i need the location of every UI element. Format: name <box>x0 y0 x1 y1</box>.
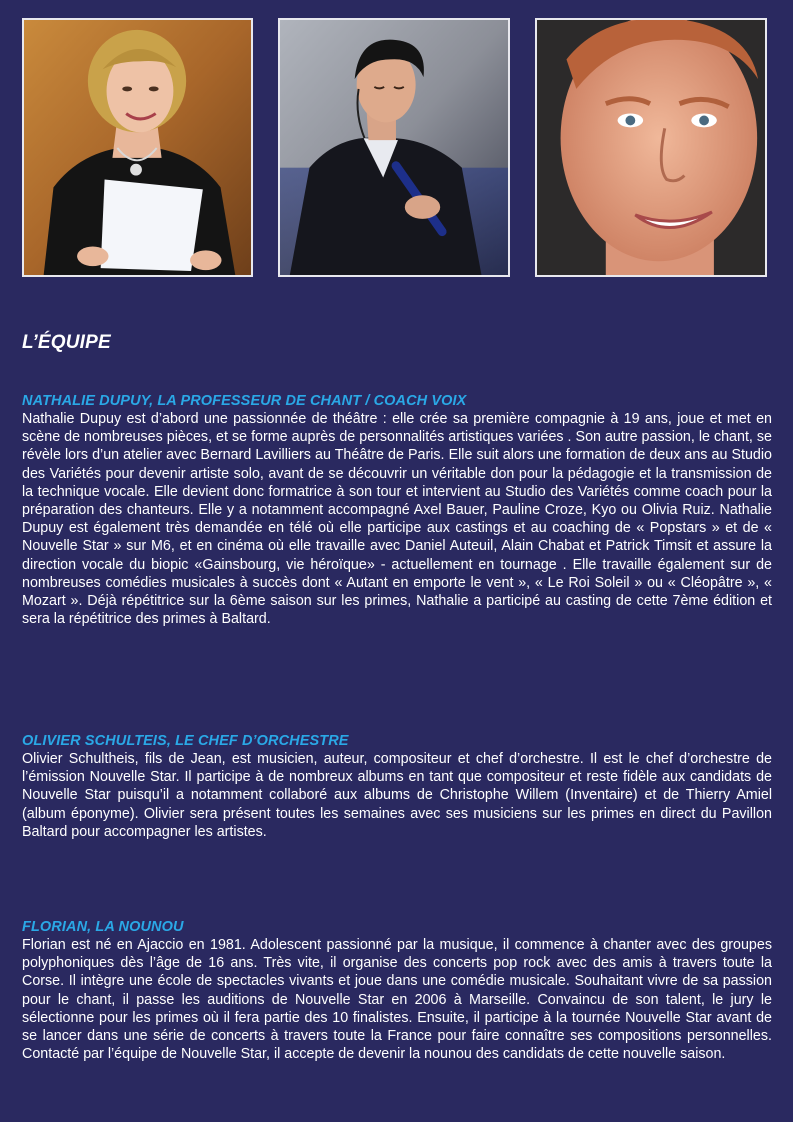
member-heading: OLIVIER SCHULTEIS, LE CHEF D’ORCHESTRE <box>22 733 349 749</box>
portrait-man-closeup-illustration <box>537 20 765 275</box>
team-member-florian <box>22 918 772 1063</box>
portrait-conductor-illustration <box>280 20 508 275</box>
member-bio: Florian est né en Ajaccio en 1981. Adolescent passionné par la musique, il commence à chanter avec des groupes polyphoniques dès l’âge de 16 ans. Très vite, il organise des concerts pop rock avec des amis à travers toute la Corse. Il intègre une école de spectacles vivants et joue dans une comédie musicale. Souhaitant vivre de sa passion pour le chant, il passe les auditions de Nouvelle Star en 2006 à Marseille. Convaincu de son talent, le jury le sélectionne pour les primes où il fera partie des 10 finalistes. Ensuite, il participe à la tournée Nouvelle Star avant de se lancer dans une série de concerts à travers toute la France pour faire connaître ses compositions personnelles. Contacté par l’équipe de Nouvelle Star, il accepte de devenir la nounou des candidats de cette nouvelle saison. <box>22 937 772 1063</box>
section-title: L’ÉQUIPE <box>22 332 111 353</box>
team-member-olivier <box>22 732 772 841</box>
photo-nathalie-dupuy <box>22 18 253 277</box>
portrait-woman-illustration <box>24 20 251 275</box>
photo-olivier-schulteis <box>278 18 510 277</box>
member-bio: Nathalie Dupuy est d’abord une passionnée de théâtre : elle crée sa première compagnie à 19 ans, joue et met en scène de nombreuses pièces, et se forme auprès de personnalités artistiques variées . Son autre passion, le chant, se révèle lors d’un atelier avec Bernard Lavilliers au Théâtre de Paris. Elle suit alors une formation de deux ans au Studio des Variétés pour devenir artiste solo, avant de se découvrir un véritable don pour la pédagogie et la transmission de la technique vocale. Elle devient donc formatrice à son tour et intervient au Studio des Variétés comme coach pour la préparation des chanteurs. Elle y a notamment accompagné Axel Bauer, Pauline Croze, Kyo ou Olivia Ruiz. Nathalie Dupuy est également très demandée en télé où elle participe aux castings et au coaching de « Popstars » et de « Nouvelle Star » sur M6, et en cinéma où elle travaille avec Daniel Auteuil, Alain Chabat et Patrick Timsit et assure la direction vocale du biopic «Gainsbourg, vie héroïque» - actuellement en tournage . Elle travaille également sur de nombreuses comédies musicales à succès dont « Autant en emporte le vent », « Le Roi Soleil » ou « Cléopâtre », « Mozart ». Déjà répétitrice sur la 6ème saison sur les primes, Nathalie a participé au casting de cette 7ème édition et sera la répétitrice des primes à Baltard. <box>22 411 772 628</box>
photo-florian <box>535 18 767 277</box>
member-heading: NATHALIE DUPUY, LA PROFESSEUR DE CHANT / COACH VOIX <box>22 393 467 409</box>
team-member-nathalie <box>22 392 772 628</box>
member-bio: Olivier Schultheis, fils de Jean, est musicien, auteur, compositeur et chef d’orchestre. Il est le chef d’orchestre de l’émission Nouvelle Star. Il participe à de nombreux albums en tant que compositeur et reste fidèle aux candidats de Nouvelle Star puisqu’il a notamment collaboré aux albums de Christophe Willem (Inventaire) et de Thierry Amiel (album éponyme). Olivier sera présent toutes les semaines avec ses musiciens sur les primes en direct du Pavillon Baltard pour accompagner les artistes. <box>22 751 772 840</box>
member-heading: FLORIAN, LA NOUNOU <box>22 919 184 935</box>
